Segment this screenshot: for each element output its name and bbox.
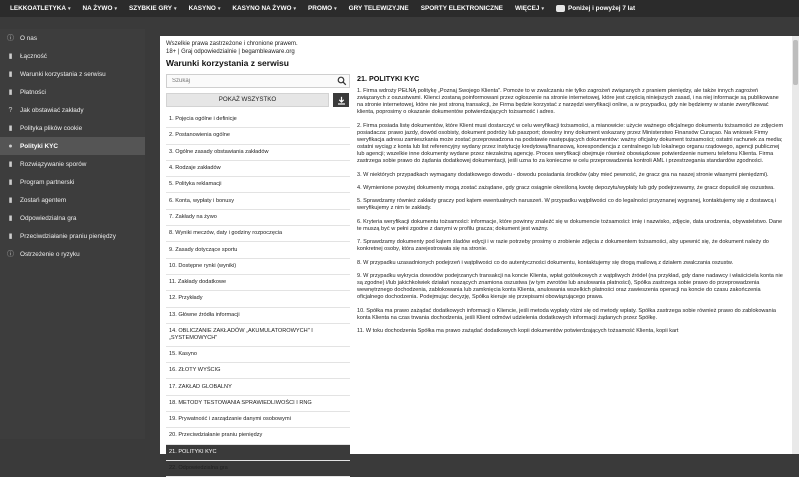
- sidebar-item-label: Zostań agentem: [20, 196, 67, 204]
- sidebar-item[interactable]: [0, 137, 145, 155]
- article-heading: 21. POLITYKI KYC: [357, 74, 420, 83]
- rights-notice: [166, 40, 298, 56]
- sidebar-item-label: Płatności: [20, 88, 46, 96]
- article-paragraph: 8. W przypadku uzasadnionych podejrzeń i wątpliwości co do autentyczności dokumentu, kontaktujemy się drogą mailową z działem zwalczania oszustw.: [357, 259, 734, 266]
- sidebar-item-label: Program partnerski: [20, 178, 75, 186]
- article-paragraph: 3. W niektórych przypadkach wymagany dodatkowego dowodu - dowodu posiadania środków (aby mieć pewność, że gracz gra na naszej stronie własnymi pieniędzmi).: [357, 171, 769, 178]
- cards-icon: [556, 5, 565, 12]
- scrollbar-thumb[interactable]: [793, 40, 798, 85]
- toc-item[interactable]: 4. Rodzaje zakładów: [166, 161, 350, 177]
- toc-item[interactable]: 13. Główne źródła informacji: [166, 308, 350, 324]
- toc-item[interactable]: 14. OBLICZANIE ZAKŁADÓW „AKUMULATOROWYCH" I „SYSTEMOWYCH": [166, 324, 350, 347]
- content-panel: [160, 36, 794, 472]
- chevron-down-icon: ▾: [174, 5, 177, 12]
- toc-item[interactable]: 15. Kasyno: [166, 347, 350, 363]
- search-icon[interactable]: [337, 76, 347, 86]
- page-icon: ▮: [8, 89, 13, 96]
- sidebar-item[interactable]: [0, 83, 145, 101]
- toc-item[interactable]: 1. Pojęcia ogólne i definicje: [166, 112, 350, 128]
- rights-notice-line1: Wszelkie prawa zastrzeżone i chronione prawem.: [166, 41, 298, 47]
- toc-item[interactable]: 12. Przykłady: [166, 291, 350, 307]
- download-button[interactable]: [333, 93, 349, 107]
- toc-item[interactable]: 2. Postanowienia ogólne: [166, 128, 350, 144]
- sidebar-item[interactable]: [0, 65, 145, 83]
- top-nav: [0, 0, 799, 17]
- question-icon: ?: [8, 106, 13, 114]
- sidebar-item[interactable]: [0, 245, 145, 263]
- toc-item[interactable]: 3. Ogólne zasady obstawiania zakładów: [166, 145, 350, 161]
- nav-item-label: KASYNO: [188, 5, 216, 12]
- toc-item[interactable]: 8. Wyniki meczów, daty i godziny rozpoczęcia: [166, 226, 350, 242]
- toc-item[interactable]: 17. ZAKŁAD GLOBALNY: [166, 379, 350, 395]
- rights-notice-line2: 18+ | Graj odpowiedzialnie | begambleaware.org: [166, 49, 295, 55]
- article-paragraph: 5. Sprawdzamy również zakłady graczy pod kątem ewentualnych naruszeń. W przypadku wątpliwości co do legalności przyznanej wygranej, kontaktujemy się z dostawcą i weryfikujemy z nim te zakłady.: [357, 198, 777, 212]
- toc-item[interactable]: 9. Zasady dotyczące sportu: [166, 242, 350, 258]
- article-paragraph: 4. Wymienione powyżej dokumenty mogą zostać zażądane, gdy gracz osiągnie określoną kwotę depozytu/wypłaty lub gdy podejrzewamy, że gracz dopuścił się oszustwa.: [357, 184, 775, 191]
- download-icon: [337, 96, 346, 105]
- toc-item[interactable]: 6. Konta, wypłaty i bonusy: [166, 193, 350, 209]
- nav-item-label: NA ŻYWO: [82, 5, 113, 12]
- nav-item[interactable]: [77, 5, 123, 12]
- toc-item[interactable]: 18. METODY TESTOWANIA SPRAWIEDLIWOŚCI I RNG: [166, 396, 350, 412]
- sidebar-item[interactable]: [0, 191, 145, 209]
- nav-item-label: PROMO: [308, 5, 333, 12]
- info-icon: ⓘ: [7, 35, 14, 42]
- toc-item[interactable]: 10. Dostępne rynki (wyniki): [166, 259, 350, 275]
- sidebar-item-label: Warunki korzystania z serwisu: [20, 70, 106, 78]
- toc-item[interactable]: 5. Polityka reklamacji: [166, 177, 350, 193]
- sidebar-item[interactable]: [0, 119, 145, 137]
- article-paragraph: 10. Spółka ma prawo zażądać dodatkowych informacji o Kliencie, jeśli metoda wypłaty różni się od metody wpłaty. Spółka zastrzega sobie również prawo do zablokowania konta Klienta na czas trwania dochodzenia, jeśli Klient odmówi udzielenia dodatkowych informacji żądanych przez Spółkę.: [357, 307, 776, 321]
- nav-item-label: WIĘCEJ: [514, 5, 540, 12]
- nav-item[interactable]: [509, 5, 550, 12]
- sidebar-item-label: Ostrzeżenie o ryzyku: [20, 250, 80, 258]
- page-icon: ▮: [8, 233, 13, 240]
- sidebar-item[interactable]: [0, 47, 145, 65]
- chevron-down-icon: ▾: [217, 5, 221, 12]
- chevron-down-icon: ▾: [334, 5, 337, 12]
- sidebar-item-label: Przeciwdziałanie praniu pieniędzy: [20, 232, 116, 240]
- article-paragraph: 6. Kryteria weryfikacji dokumentu tożsamości: informacje, które powinny znaleźć się w dokumencie tożsamości: imię i nazwisko, zdjęcie, data urodzenia, obywatelstwo. Dane te muszą być w pełni zgodne z danymi w profilu gracza; dokument jest ważny.: [357, 218, 783, 232]
- search-input[interactable]: [166, 74, 350, 88]
- page-icon: ▮: [8, 71, 13, 78]
- page-icon: ▮: [8, 53, 13, 60]
- nav-item[interactable]: [415, 5, 509, 12]
- toc-item[interactable]: 19. Prywatność i zarządzanie danymi osobowymi: [166, 412, 350, 428]
- article-body: [357, 88, 785, 335]
- show-all-button[interactable]: POKAŻ WSZYSTKO: [166, 93, 329, 107]
- toc-item[interactable]: 21. POLITYKI KYC: [166, 445, 350, 461]
- scrollbar-track[interactable]: [792, 36, 799, 454]
- info-icon: ⓘ: [7, 251, 14, 258]
- sidebar-item-label: Łączność: [20, 52, 47, 60]
- toc-item[interactable]: 16. ZŁOTY WYŚCIG: [166, 363, 350, 379]
- sidebar-item-label: Polityki KYC: [20, 142, 58, 150]
- sidebar-item-label: Polityka plików cookie: [20, 124, 83, 132]
- sidebar-item[interactable]: [0, 155, 145, 173]
- sidebar-item[interactable]: [0, 101, 145, 119]
- nav-item[interactable]: [343, 5, 415, 12]
- page-icon: ▮: [8, 179, 13, 186]
- toc-item[interactable]: 7. Zakłady na żywo: [166, 210, 350, 226]
- sidebar-item-label: O nas: [20, 34, 38, 42]
- nav-item-label: KASYNO NA ŻYWO: [232, 5, 292, 12]
- toc-item[interactable]: 11. Zakłady dodatkowe: [166, 275, 350, 291]
- sidebar-item-label: Odpowiedzialna gra: [20, 214, 77, 222]
- article-paragraph: 11. W toku dochodzenia Spółka ma prawo zażądać dodatkowych kopii dokumentów potwierdzających tożsamość Klienta, kopii kart: [357, 328, 679, 335]
- article: [357, 74, 785, 342]
- article-paragraph: 1. Firma wdroży PEŁNĄ politykę „Poznaj Swojego Klienta". Pomoże to w zwalczaniu nie tylko zagrożeń związanych z praniem pieniędzy, ale także innych zagrożeń związanych z oszustwami. Klienci zostaną poinformowani przez ogłoszenie na stronie internetowej, które jest częścią niniejszych zasad, i na niej informacje są publikowane na stronie internetowej, które nie jest stroną transakcji, że Firma będzie korzystać z narzędzi weryfikacji online, a w przypadku, gdy nie będziemy w stanie zweryfikować klienta, poprosimy o okazanie dokumentów potwierdzających tożsamość i adres.: [357, 88, 779, 116]
- nav-item[interactable]: [302, 5, 343, 12]
- nav-item[interactable]: [123, 5, 183, 12]
- chevron-down-icon: ▾: [114, 5, 117, 12]
- sidebar-item-label: Jak obstawiać zakłady: [20, 106, 84, 114]
- chevron-down-icon: ▾: [541, 5, 544, 12]
- page-title: Warunki korzystania z serwisu: [166, 58, 289, 68]
- nav-item[interactable]: [4, 5, 77, 12]
- nav-item[interactable]: [183, 5, 227, 12]
- nav-item[interactable]: [226, 5, 302, 12]
- sidebar-item[interactable]: [0, 209, 145, 227]
- chevron-down-icon: ▾: [293, 5, 296, 12]
- table-of-contents: [166, 112, 350, 477]
- age-promo-label: Poniżej i powyżej 7 lat: [567, 5, 636, 12]
- nav-item-label: SPORTY ELEKTRONICZNE: [420, 5, 503, 12]
- article-paragraph: 2. Firma posiada listę dokumentów, które Klient musi dostarczyć w celu weryfikacji tożsamości, a mianowicie: użycie ważnego oficjalnego dokumentu tożsamości ze zdjęciem posiadacza: prawo jazdy, dowód osobisty, dokument podróży lub paszport; dowolny inny dokument wskazany przez Ministerstwo Finansów Curaçao. Na wniosek Firmy weryfikacja adresu zamieszkania może zostać przeprowadzona na podstawie następujących dokumentów: ważny oficjalny dokument tożsamości; ostatni rachunek za media; ostatni wyciąg z konta lub list referencyjny wydany przez instytucję kredytową/finansową, korespondencja z centralnego lub lokalnego organu rządowego, agencji publicznej lub agencji; wszelkie inne dokumenty wydane przez niezależną agencję. Proces weryfikacji obejmuje również obowiązkowe potwierdzenie numeru telefonu Klienta. Firma zastrzega sobie prawo do żądania dodatkowej dokumentacji, jeśli uzna to za konieczne w celu przeprowadzenia kontroli AML i przestrzegania standardów zgodności.: [357, 122, 784, 165]
- sidebar-item[interactable]: [0, 227, 145, 245]
- nav-item-label: GRY TELEWIZYJNE: [348, 5, 409, 12]
- sidebar-item[interactable]: [0, 173, 145, 191]
- article-paragraph: 7. Sprawdzamy dokumenty pod kątem śladów edycji i w razie potrzeby prosimy o zrobienie zdjęcia z dokumentem tożsamości, aby upewnić się, że dokument należy do konkretnej osoby, która zarejestrowała się na stronie.: [357, 239, 769, 253]
- sidebar-item[interactable]: [0, 29, 145, 47]
- sidebar: [0, 29, 145, 439]
- page-icon: ▮: [8, 197, 13, 204]
- toc-item[interactable]: 20. Przeciwdziałanie praniu pieniędzy: [166, 428, 350, 444]
- article-paragraph: 9. W przypadku wykrycia dowodów podejrzanych transakcji na koncie Klienta, wpłat gotówkowych z wątpliwych źródeł (na przykład, gdy dane nadawcy i właściciela konta nie są zgodne) i/lub jakichkolwiek działań noszących znamiona oszustwa (w tym zwrotów lub anulowania płatności), Spółka zastrzega sobie prawo do przeprowadzenia wewnętrznego dochodzenia, zablokowania lub zamknięcia konta Klienta, anulowania wszelkich płatności oraz zawieszenia operacji na koncie do czasu zakończenia oficjalnego dochodzenia. Podejmując decyzję, Spółka kieruje się przepisami obowiązującego prawa.: [357, 273, 783, 301]
- nav-item-label: SZYBKIE GRY: [128, 5, 173, 12]
- sidebar-item-label: Rozwiązywanie sporów: [20, 160, 87, 168]
- user-icon: ●: [8, 142, 13, 150]
- age-promo-link[interactable]: [550, 5, 641, 12]
- page-icon: ▮: [8, 161, 13, 168]
- page-icon: ▮: [8, 125, 13, 132]
- toc-item[interactable]: 22. Odpowiedzialna gra: [166, 461, 350, 477]
- chevron-down-icon: ▾: [67, 5, 71, 12]
- nav-item-label: LEKKOATLETYKA: [10, 5, 66, 12]
- page-icon: ▮: [8, 215, 13, 222]
